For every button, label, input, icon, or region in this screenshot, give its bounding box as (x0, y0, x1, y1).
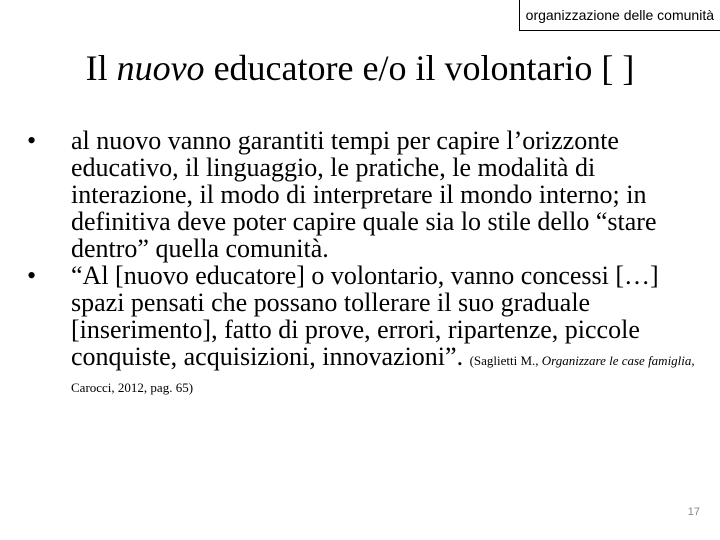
citation-prefix: (Saglietti M., (469, 353, 542, 368)
title-emphasis: nuovo (116, 48, 205, 88)
citation-book-title: Organizzare le case famiglia (541, 353, 692, 368)
bullet-list (27, 127, 697, 397)
title-text-end: educatore e/o il volontario [ ] (204, 48, 635, 88)
title-text-start: Il (85, 48, 117, 88)
slide-title (0, 46, 720, 90)
bullet-text: “Al [nuovo educatore] o volontario, vanno concessi […] spazi pensati che possano tollerare il suo graduale [inserimento], fatto di prove, errori, ripartenze, piccole conquiste, acquisizioni, innovazioni”. (71, 261, 659, 371)
bullet-text: al nuovo vanno garantiti tempi per capire l’orizzonte educativo, il linguaggio, le pratiche, le modalità di interazione, il modo di interpretare il mondo interno; in definitiva deve poter capire quale sia lo stile dello “stare dentro” quella comunità. (71, 126, 657, 263)
bullet-item (27, 127, 697, 262)
bullet-marker: • (27, 261, 37, 290)
section-label: organizzazione delle comunità (519, 0, 720, 31)
citation-suffix: , Carocci, 2012, pag. 65) (71, 353, 695, 395)
page-number: 17 (687, 506, 700, 518)
bullet-item (27, 262, 697, 397)
bullet-marker: • (27, 126, 37, 155)
